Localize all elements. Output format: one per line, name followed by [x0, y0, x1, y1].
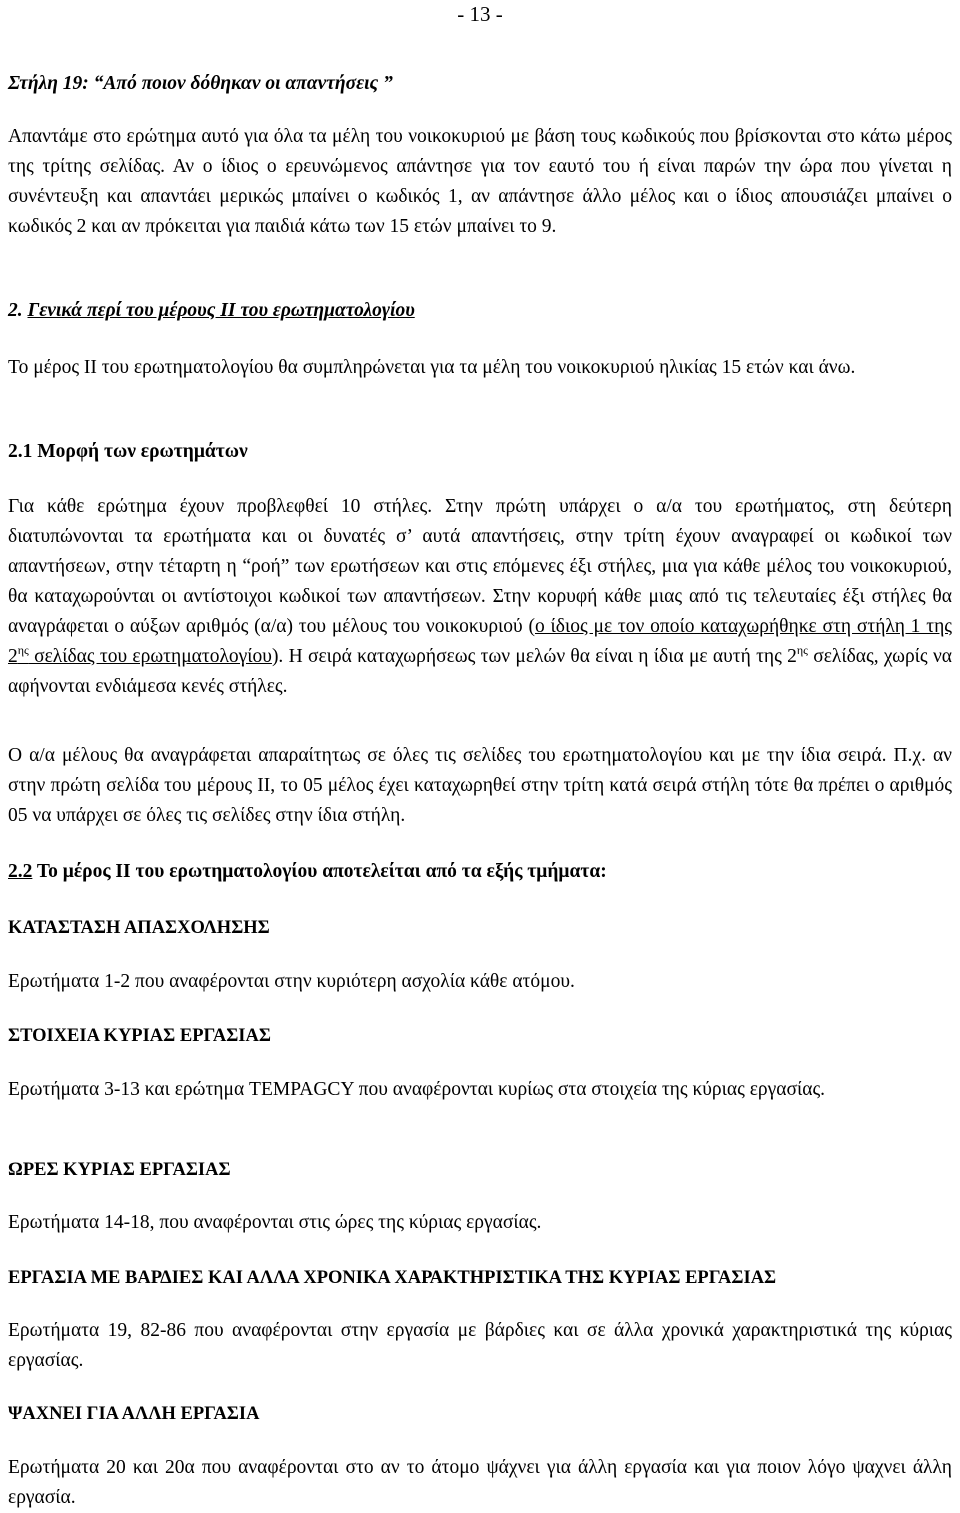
section-2-1-paragraph-2: Ο α/α μέλους θα αναγράφεται απαραίτητως σε όλες τις σελίδες του ερωτηματολογίου και με την ίδια σειρά. Π.χ. αν στην πρώτη σελίδα του μέρους ΙΙ, το 05 μέλος έχει καταχωρηθεί στην τρίτη κατά σειρά στήλη τότε θα πρέπει ο αριθμός 05 να υπάρχει σε όλες τις σελίδες στην ίδια στήλη.	[8, 745, 952, 826]
part-heading: ΩΡΕΣ ΚΥΡΙΑΣ ΕΡΓΑΣΙΑΣ	[8, 1160, 231, 1180]
page-number: - 13 -	[457, 2, 503, 26]
column-19-heading: Στήλη 19: “Από ποιον δόθηκαν οι απαντήσεις ”	[8, 73, 393, 94]
section-2-paragraph: Το μέρος ΙΙ του ερωτηματολογίου θα συμπληρώνεται για τα μέλη του νοικοκυριού ηλικίας 15 ετών και άνω.	[8, 357, 856, 378]
section-2-2-title: Το μέρος ΙΙ του ερωτηματολογίου αποτελείται από τα εξής τμήματα:	[32, 861, 607, 882]
section-2-2-heading	[8, 858, 952, 886]
part-text: Ερωτήματα 3-13 και ερώτημα TEMPAGCY που αναφέρονται κυρίως στα στοιχεία της κύριας εργασίας.	[8, 1079, 826, 1100]
underlined-text-1: ο ίδιος με τον οποίο καταχωρήθηκε στη στήλη 1 της 2	[8, 616, 952, 667]
part-heading: ΕΡΓΑΣΙΑ ΜΕ ΒΑΡΔΙΕΣ ΚΑΙ ΑΛΛΑ ΧΡΟΝΙΚΑ ΧΑΡΑΚΤΗΡΙΣΤΙΚΑ ΤΗΣ ΚΥΡΙΑΣ ΕΡΓΑΣΙΑΣ	[8, 1268, 777, 1288]
superscript-ordinal: ης	[17, 643, 29, 657]
superscript-ordinal: ης	[796, 643, 808, 657]
section-2-number: 2.	[8, 300, 23, 321]
part-heading: ΣΤΟΙΧΕΙΑ ΚΥΡΙΑΣ ΕΡΓΑΣΙΑΣ	[8, 1026, 271, 1046]
part-text: Ερωτήματα 1-2 που αναφέρονται στην κυριότερη ασχολία κάθε ατόμου.	[8, 971, 575, 992]
paragraph-text-c: σελίδας, χωρίς να αφήνονται ενδιάμεσα κενές στήλες.	[8, 646, 952, 697]
section-2-1-paragraph	[8, 492, 952, 702]
part-text: Ερωτήματα 14-18, που αναφέρονται στις ώρες της κύριας εργασίας.	[8, 1212, 542, 1233]
underlined-text-2: σελίδας του ερωτηματολογίου	[28, 646, 272, 667]
paragraph-text-b: ). Η σειρά καταχωρήσεως των μελών θα είναι η ίδια με αυτή της 2	[271, 646, 797, 667]
section-2-heading	[8, 297, 952, 325]
part-text: Ερωτήματα 19, 82-86 που αναφέρονται στην εργασία με βάρδιες και σε άλλα χρονικά χαρακτηριστικά της κύριας εργασίας.	[8, 1320, 952, 1371]
paragraph-text-a: Για κάθε ερώτημα έχουν προβλεφθεί 10 στήλες. Στην πρώτη υπάρχει ο α/α του ερωτήματος, στη δεύτερη διατυπώνονται τα ερωτήματα και οι δυνατές σ’ αυτά απαντήσεις, στην τρίτη έχουν αναγραφεί οι κωδικοί των απαντήσεων, στην τέταρτη η “ροή” των ερωτήσεων και στις επόμενες έξι στήλες, μια για κάθε μέλος του νοικοκυριού, θα καταχωρούνται οι αντίστοιχοι κωδικοί των απαντήσεων. Στην κορυφή κάθε μιας από τις τελευταίες έξι στήλες θα αναγράφεται ο αύξων αριθμός (α/α) του μέλους του νοικοκυριού (	[8, 496, 952, 637]
section-2-2-number: 2.2	[8, 861, 33, 882]
part-heading: ΨΑΧΝΕΙ ΓΙΑ ΑΛΛΗ ΕΡΓΑΣΙΑ	[8, 1404, 260, 1424]
part-text: Ερωτήματα 20 και 20α που αναφέρονται στο αν το άτομο ψάχνει για άλλη εργασία και για ποιον λόγο ψαχνει άλλη εργασία.	[8, 1457, 952, 1508]
section-2-1-heading: 2.1 Μορφή των ερωτημάτων	[8, 441, 248, 462]
part-heading: ΚΑΤΑΣΤΑΣΗ ΑΠΑΣΧΟΛΗΣΗΣ	[8, 918, 270, 938]
column-19-paragraph: Απαντάμε στο ερώτημα αυτό για όλα τα μέλη του νοικοκυριού με βάση τους κωδικούς που βρίσκονται στο κάτω μέρος της τρίτης σελίδας. Αν ο ίδιος ο ερευνώμενος απάντησε για τον εαυτό του ή είναι παρών την ώρα που γίνεται η συνέντευξη και απαντάει μερικώς μπαίνει ο κωδικός 1, αν απάντησε άλλο μέλος και ο ίδιος απουσιάζει μπαίνει ο κωδικός 2 και αν πρόκειται για παιδιά κάτω των 15 ετών μπαίνει το 9.	[8, 126, 952, 237]
section-2-title: Γενικά περί του μέρους ΙΙ του ερωτηματολογίου	[27, 300, 415, 321]
